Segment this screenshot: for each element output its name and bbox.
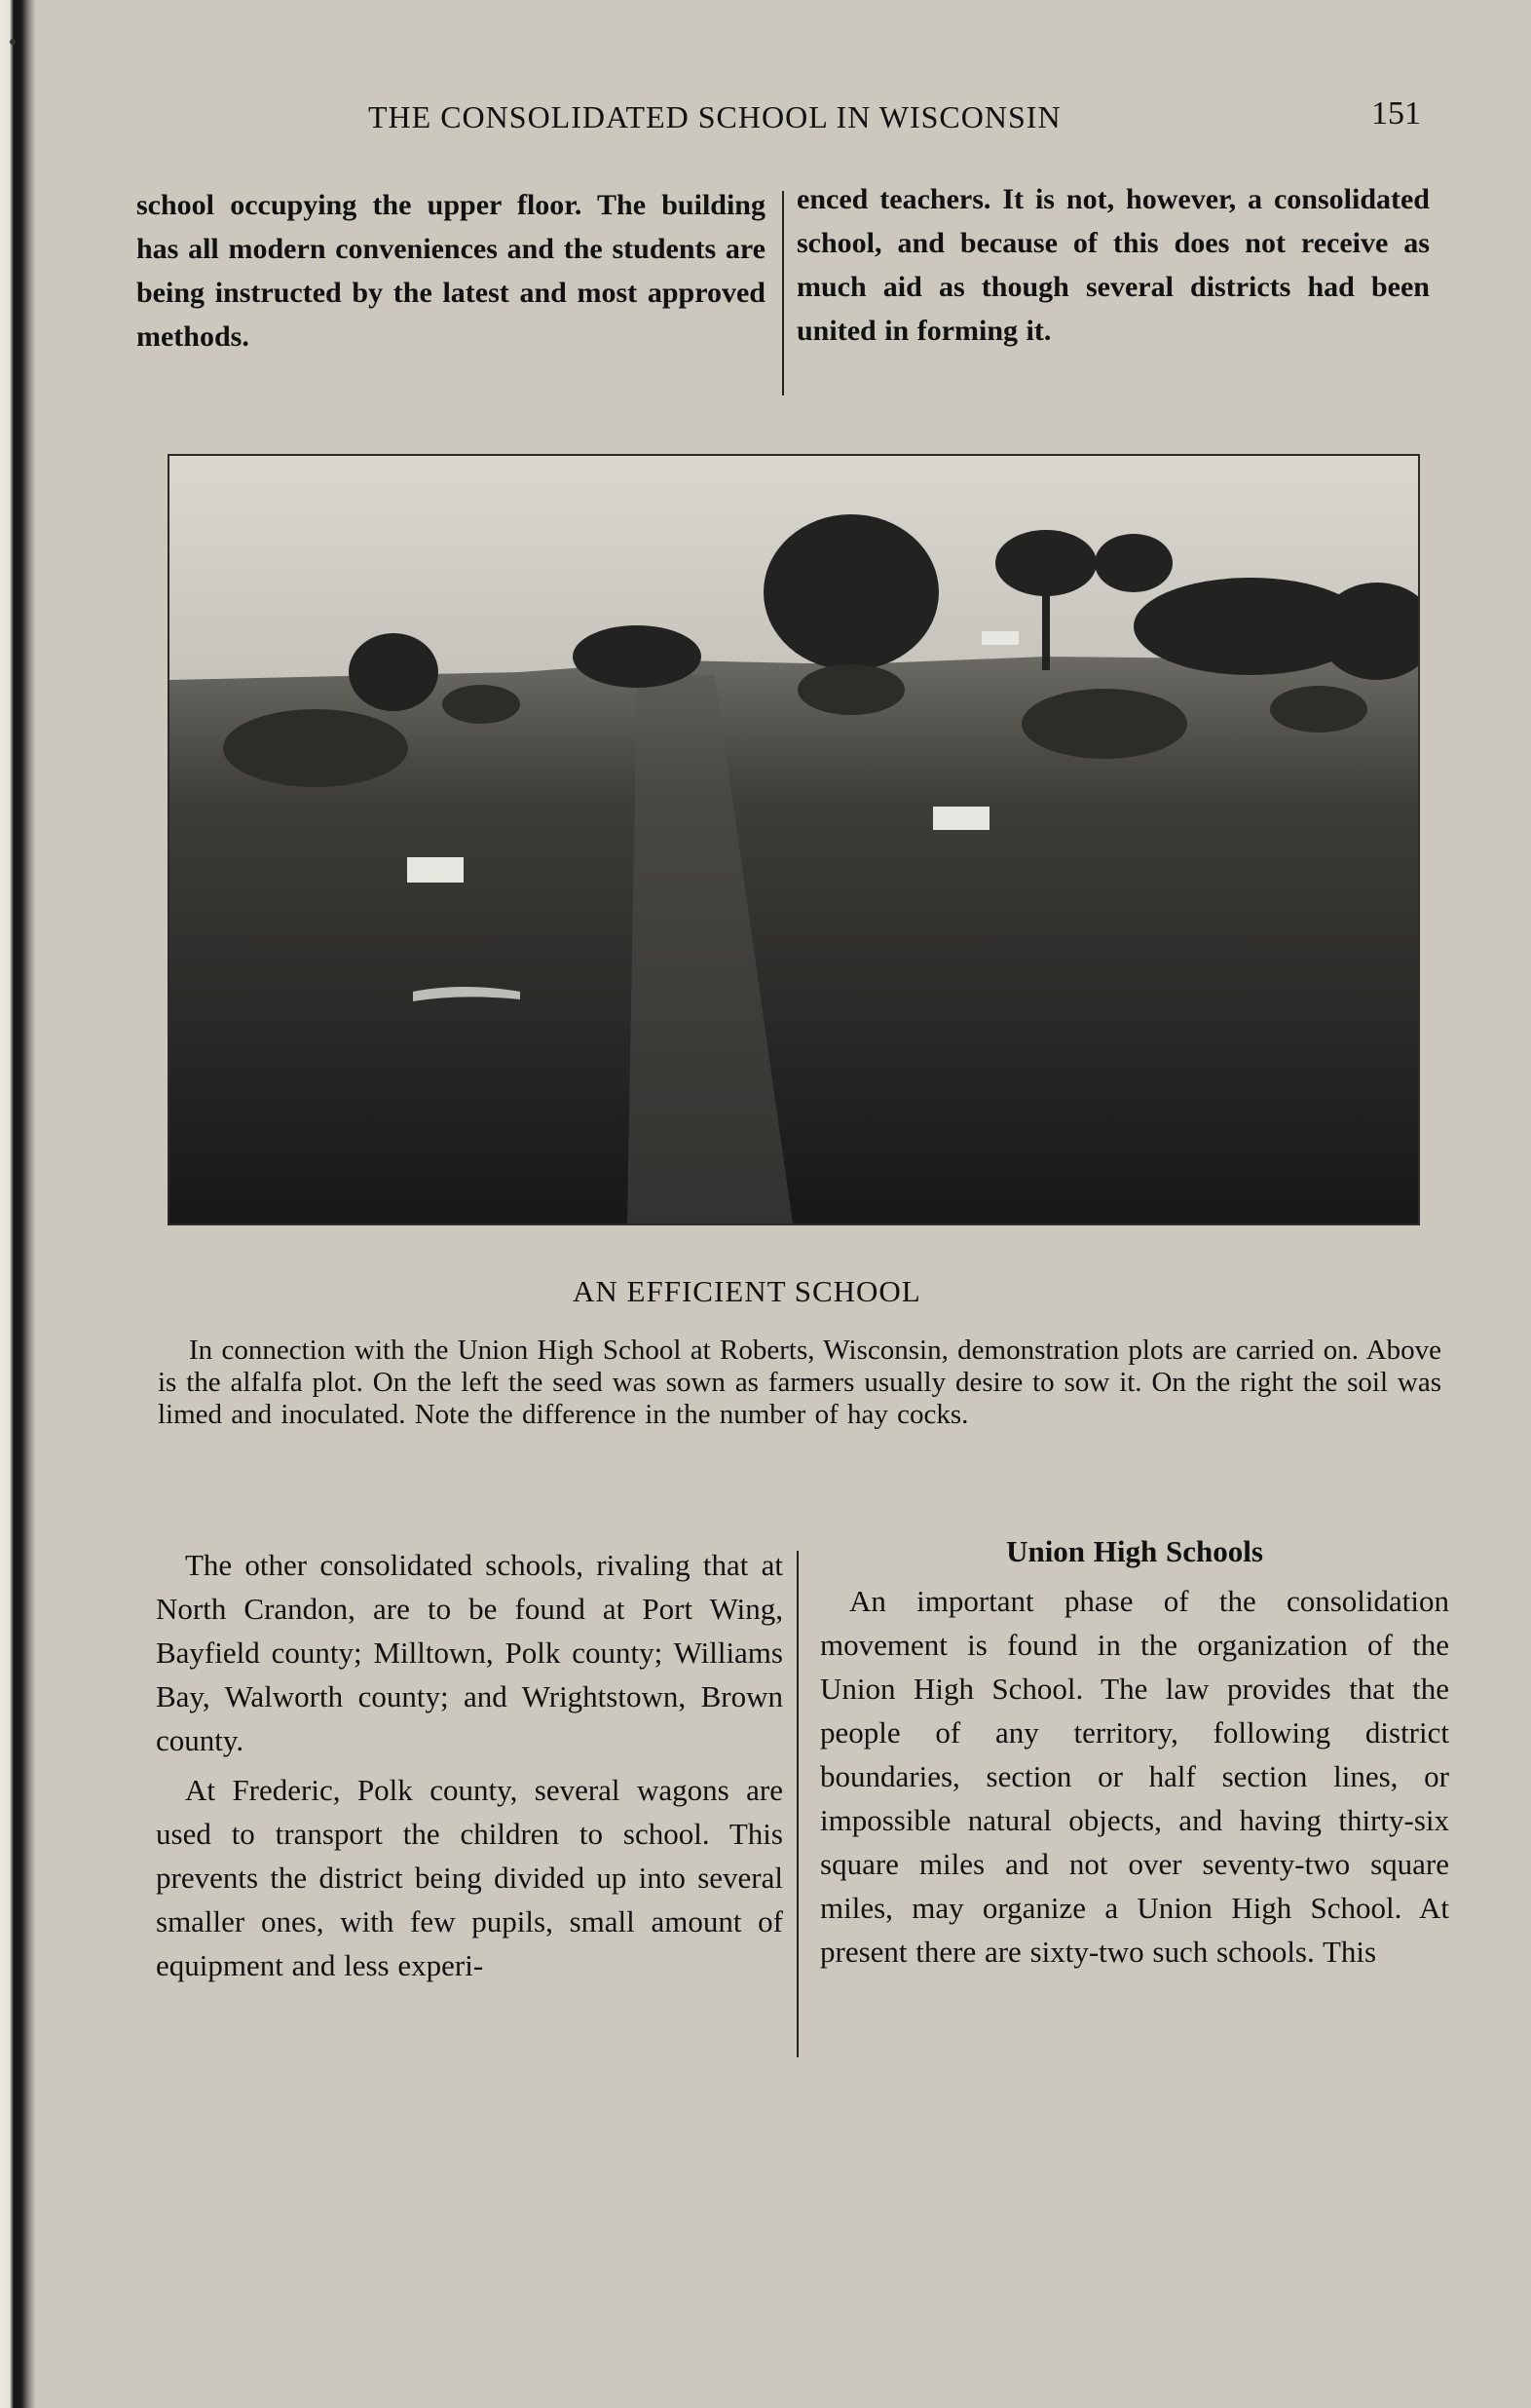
bottom-right-paragraph: An important phase of the consolidation movement is found in the organization of the Union High School. The law provides that the people of any territory, following district boundaries, section or half section lines, or impossible natural objects, and having thirty-six square miles and not over seventy-two square miles, may organize a Union High School. At present there are sixty-two such schools. This bbox=[820, 1584, 1449, 1969]
figure-caption bbox=[158, 1335, 1441, 1431]
column-rule-bottom bbox=[797, 1551, 799, 2057]
top-left-paragraph: school occupying the upper floor. The building has all modern conveniences and the students are being instructed by the latest and most approved methods. bbox=[136, 189, 766, 353]
top-right-paragraph: enced teachers. It is not, however, a consolidated school, and because of this does not receive as much aid as though several districts had been united in forming it. bbox=[797, 183, 1430, 347]
top-right-column bbox=[797, 177, 1430, 353]
running-header: THE CONSOLIDATED SCHOOL IN WISCONSIN bbox=[368, 99, 1062, 134]
spine-mark bbox=[10, 39, 16, 45]
photo-image bbox=[169, 456, 1418, 1223]
section-heading: Union High Schools bbox=[1006, 1534, 1263, 1568]
bottom-right-column bbox=[820, 1529, 1449, 1974]
figure-caption-text: In connection with the Union High School at Roberts, Wisconsin, demonstration plots are carried on. Above is the alfalfa plot. On the left the seed was sown as farmers usually desire to sow it. On the right the soil was limed and inoculated. Note the difference in the number of hay cocks. bbox=[158, 1335, 1441, 1430]
bottom-left-paragraph-1: The other consolidated schools, rivaling that at North Crandon, are to be found at Port Wing, Bayfield county; Milltown, Polk county; Williams Bay, Walworth county; and Wrightstown, Brown county. bbox=[156, 1548, 783, 1757]
bottom-left-paragraph-2: At Frederic, Polk county, several wagons are used to transport the children to school. This prevents the district being divided up into several smaller ones, with few pupils, small amount of equipment and less experi- bbox=[156, 1773, 783, 1982]
page-number: 151 bbox=[1371, 95, 1421, 132]
alfalfa-plot-photo bbox=[168, 454, 1420, 1225]
bottom-left-column bbox=[156, 1543, 783, 1993]
figure-caption-title: AN EFFICIENT SCHOOL bbox=[573, 1274, 921, 1308]
book-spine-shadow bbox=[0, 0, 35, 2408]
column-rule-top bbox=[782, 191, 784, 395]
photo-sign-left bbox=[407, 857, 464, 883]
photo-building bbox=[982, 631, 1019, 645]
top-left-column bbox=[136, 183, 766, 358]
photo-sign-right bbox=[933, 807, 990, 830]
